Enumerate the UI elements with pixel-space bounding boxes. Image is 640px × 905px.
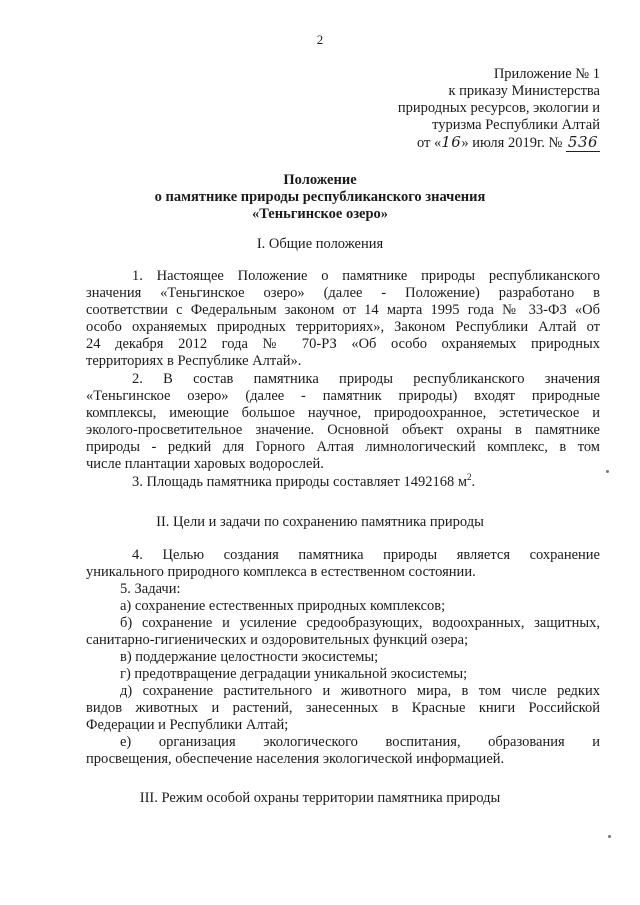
p1-line: 1. Настоящее Положение о памятнике природы республиканского <box>132 268 600 284</box>
area-period: . <box>471 474 476 490</box>
p2-line: эколого-просветительное значение. Основной объект охраны в памятнике <box>86 422 600 438</box>
p2-line: природы - редкий для Горного Алтая лимнологический комплекс, в том <box>86 439 600 455</box>
appendix-line-3: природных ресурсов, экологии и <box>397 100 600 116</box>
date-prefix: от « <box>416 135 442 151</box>
appendix-block <box>340 66 600 152</box>
paragraph-3 <box>86 474 600 491</box>
paragraph-1 <box>86 268 600 370</box>
task-e-line: просвещения, обеспечение населения экологической информацией. <box>86 751 505 767</box>
task-g: г) предотвращение деградации уникальной экосистемы; <box>120 666 468 682</box>
p2-line: числе плантации харовых водорослей. <box>86 456 324 472</box>
title-line-3: «Теньгинское озеро» <box>251 206 389 222</box>
date-day-handwritten: 16 <box>441 133 462 151</box>
task-b-line: санитарно-гигиенических и оздоровительных функций озера; <box>86 632 469 648</box>
task-a: а) сохранение естественных природных комплексов; <box>120 598 446 614</box>
p1-line: особо охраняемых природных территориях», Законом Республики Алтай от <box>86 319 600 335</box>
section-3-heading: III. Режим особой охраны территории памятника природы <box>139 790 501 806</box>
p2-line: 2. В состав памятника природы республиканского значения <box>132 371 600 387</box>
scan-speck <box>608 835 611 838</box>
appendix-line-4: туризма Республики Алтай <box>432 117 600 133</box>
document-title <box>0 172 640 223</box>
page-number: 2 <box>316 32 324 47</box>
p1-line: территориях в Республике Алтай». <box>86 353 302 369</box>
task-d-line: видов животных и растений, занесенных в Красные книги Российской <box>86 700 600 716</box>
p1-line: значения «Теньгинское озеро» (далее - Положение) разработано в <box>86 285 600 301</box>
date-suffix: » июля 2019г. № <box>461 135 563 151</box>
paragraph-5 <box>86 581 600 768</box>
area-text: 3. Площадь памятника природы составляет 1492168 м <box>132 474 467 490</box>
section-1-heading: I. Общие положения <box>256 236 384 252</box>
tasks-heading: 5. Задачи: <box>120 581 181 597</box>
title-line-1: Положение <box>283 172 357 188</box>
appendix-line-2: к приказу Министерства <box>448 83 600 99</box>
task-d-line: д) сохранение растительного и животного мира, в том числе редких <box>120 683 600 699</box>
p4-line: уникального природного комплекса в естественном состоянии. <box>86 564 476 580</box>
task-v: в) поддержание целостности экосистемы; <box>120 649 379 665</box>
p2-line: комплексы, имеющие большое научное, природоохранное, эстетическое и <box>86 405 600 421</box>
paragraph-4 <box>86 547 600 581</box>
area-unit-superscript: 2 <box>467 472 472 483</box>
task-e-line: е) организация экологического воспитания, образования и <box>120 734 600 750</box>
p2-line: «Теньгинское озеро» (далее - памятник природы) входят природные <box>86 388 600 404</box>
p1-line: соответствии с Федеральным законом от 14 марта 1995 года № 33-ФЗ «Об <box>86 302 600 318</box>
order-number-handwritten: 536 <box>567 133 599 151</box>
paragraph-2 <box>86 371 600 473</box>
p4-line: 4. Целью создания памятника природы является сохранение <box>132 547 600 563</box>
title-line-2: о памятнике природы республиканского значения <box>154 189 486 205</box>
section-2-heading: II. Цели и задачи по сохранению памятника природы <box>156 514 484 530</box>
task-d-line: Федерации и Республики Алтай; <box>86 717 289 733</box>
p1-line: 24 декабря 2012 года № 70-РЗ «Об особо охраняемых природных <box>86 336 600 352</box>
scan-speck <box>606 470 609 473</box>
appendix-line-1: Приложение № 1 <box>493 66 600 82</box>
appendix-date-line <box>340 134 600 152</box>
task-b-line: б) сохранение и усиление средообразующих, водоохранных, защитных, <box>120 615 600 631</box>
